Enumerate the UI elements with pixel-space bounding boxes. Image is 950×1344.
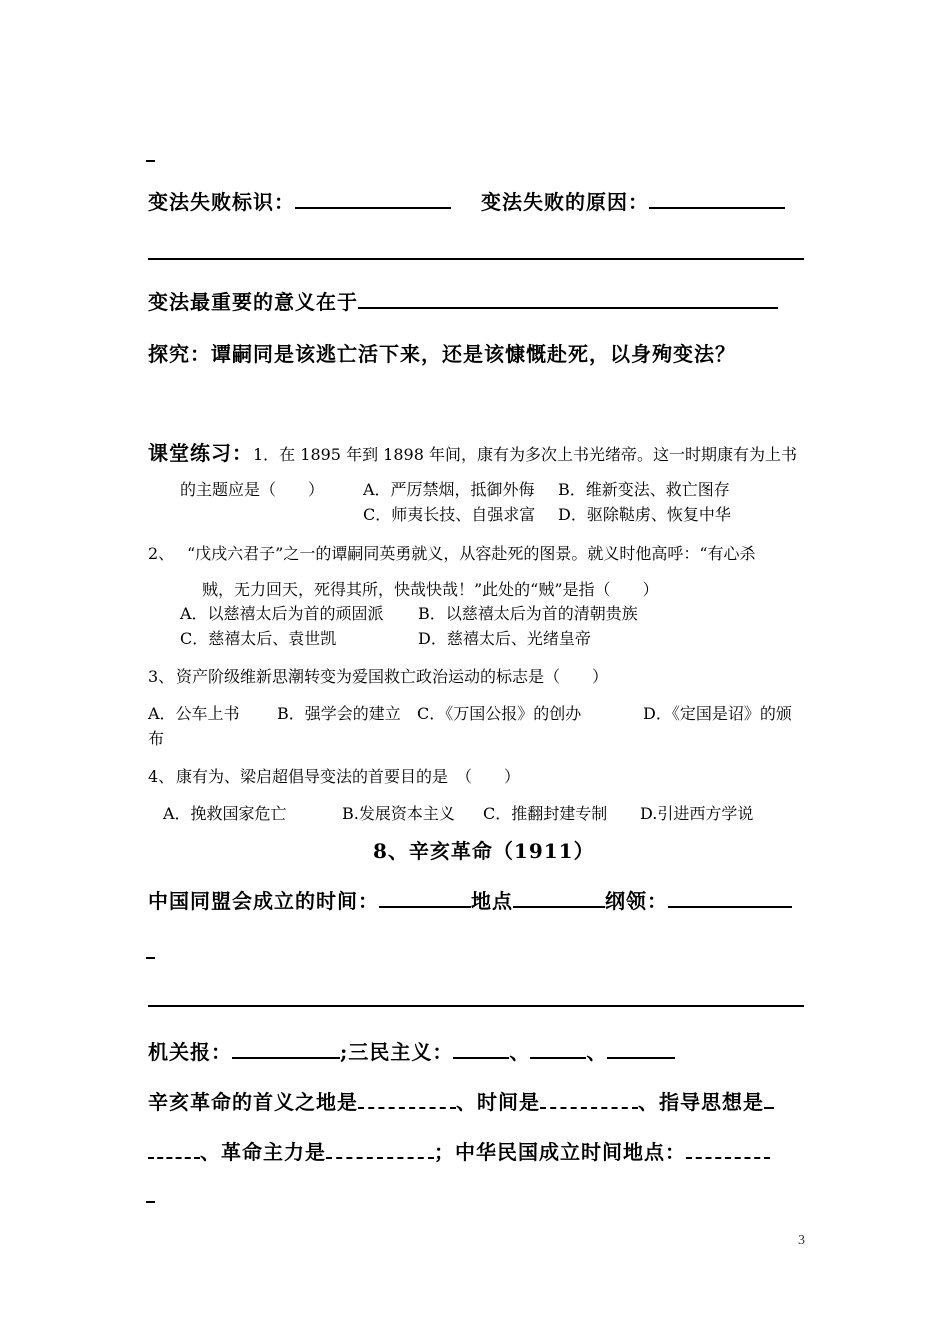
fail-reason-blank[interactable] <box>649 189 785 209</box>
time-blank[interactable] <box>540 1093 638 1109</box>
q3-option-d[interactable]: D．《定国是诏》的颁 <box>643 704 792 723</box>
q2-option-a[interactable]: A．以慈禧太后为首的顽固派 <box>180 604 384 623</box>
time-label: 、时间是 <box>456 1090 540 1114</box>
tmh-program-label: 纲领： <box>605 889 668 913</box>
underline-stub <box>146 1201 155 1203</box>
fail-sign-blank[interactable] <box>295 189 451 209</box>
section-title: 8、辛亥革命（1911） <box>373 839 595 863</box>
q1-stem: 1．在 1895 年到 1898 年间，康有为多次上书光绪帝。这一时期康有为上书 <box>253 445 797 464</box>
q1-stem-cont: 的主题应是（ ） <box>180 480 325 499</box>
q4-option-a[interactable]: A．挽救国家危亡 <box>163 804 287 823</box>
thought-blank-cont[interactable] <box>148 1143 200 1159</box>
q3-number: 3、 <box>148 667 175 686</box>
underline-stub <box>146 957 155 959</box>
q3-option-d-cont: 布 <box>148 729 165 748</box>
fail-reason-label: 变法失败的原因： <box>481 190 649 214</box>
fail-sign-label: 变法失败标识： <box>148 190 295 214</box>
separator: 、 <box>586 1040 608 1064</box>
tmh-place-label: 地点 <box>471 889 513 913</box>
q4-option-c[interactable]: C．推翻封建专制 <box>483 804 608 823</box>
paper-blank[interactable] <box>232 1039 340 1059</box>
q2-number: 2、 <box>148 544 175 563</box>
founding-label: ；中华民国成立时间地点： <box>434 1140 686 1164</box>
q2-option-b[interactable]: B．以慈禧太后为首的清朝贵族 <box>418 604 638 623</box>
tmh-place-blank[interactable] <box>513 888 605 908</box>
principle-3-blank[interactable] <box>607 1039 675 1059</box>
paper-label: 机关报： <box>148 1040 232 1064</box>
paper-three-principles-line <box>148 1036 675 1065</box>
principle-2-blank[interactable] <box>530 1039 586 1059</box>
q1-option-c[interactable]: C．师夷长技、自强求富 <box>363 505 536 524</box>
uprising-line <box>148 1086 774 1115</box>
significance-blank[interactable] <box>358 289 778 309</box>
tmh-program-blank[interactable] <box>668 888 792 908</box>
q4-number: 4、 <box>148 767 175 786</box>
page-number: 3 <box>798 1233 805 1248</box>
thought-label: 、指导思想是 <box>638 1090 764 1114</box>
q2-option-c[interactable]: C．慈禧太后、袁世凯 <box>180 629 337 648</box>
q4-option-d[interactable]: D.引进西方学说 <box>640 804 754 823</box>
q2-stem: “戊戌六君子”之一的谭嗣同英勇就义，从容赴死的图景。就义时他高呼：“有心杀 <box>187 544 756 563</box>
q3-option-b[interactable]: B．强学会的建立 <box>277 704 401 723</box>
tongmenghui-line <box>148 885 792 914</box>
separator: 、 <box>509 1040 531 1064</box>
q4-stem: 康有为、梁启超倡导变法的首要目的是 （ ） <box>176 767 521 786</box>
q3-option-c[interactable]: C．《万国公报》的创办 <box>417 704 582 723</box>
q2-stem-cont: 贼，无力回天，死得其所，快哉快哉！”此处的“贼”是指（ ） <box>202 580 659 599</box>
underline-stub <box>146 160 155 162</box>
start-place-label: 辛亥革命的首义之地是 <box>148 1090 358 1114</box>
force-founding-line <box>148 1136 770 1165</box>
q3-stem: 资产阶级维新思潮转变为爱国救亡政治运动的标志是（ ） <box>176 667 609 686</box>
tmh-time-blank[interactable] <box>379 888 471 908</box>
fail-sign-line <box>148 186 451 215</box>
principle-1-blank[interactable] <box>453 1039 509 1059</box>
force-blank[interactable] <box>326 1143 434 1159</box>
thought-blank[interactable] <box>764 1093 774 1109</box>
answer-rule <box>148 258 804 260</box>
q3-option-a[interactable]: A．公车上书 <box>148 704 240 723</box>
q1-option-a[interactable]: A．严厉禁烟，抵御外侮 <box>363 480 535 499</box>
practice-label: 课堂练习： <box>148 441 253 465</box>
q2-option-d[interactable]: D．慈禧太后、光绪皇帝 <box>418 629 591 648</box>
explore-question: 探究：谭嗣同是该逃亡活下来，还是该慷慨赴死，以身殉变法？ <box>148 342 736 366</box>
significance-line <box>148 286 778 315</box>
tmh-time-label: 中国同盟会成立的时间： <box>148 889 379 913</box>
answer-rule <box>148 1005 804 1007</box>
q1-option-b[interactable]: B．维新变法、救亡图存 <box>558 480 730 499</box>
q4-option-b[interactable]: B.发展资本主义 <box>342 804 455 823</box>
practice-q1-line1 <box>148 437 797 466</box>
q1-option-d[interactable]: D．驱除鞑虏、恢复中华 <box>558 505 731 524</box>
founding-blank[interactable] <box>686 1143 770 1159</box>
force-label: 、革命主力是 <box>200 1140 326 1164</box>
fail-reason-line <box>481 186 785 215</box>
start-place-blank[interactable] <box>358 1093 456 1109</box>
significance-label: 变法最重要的意义在于 <box>148 290 358 314</box>
three-principles-label: ;三民主义： <box>340 1040 454 1064</box>
